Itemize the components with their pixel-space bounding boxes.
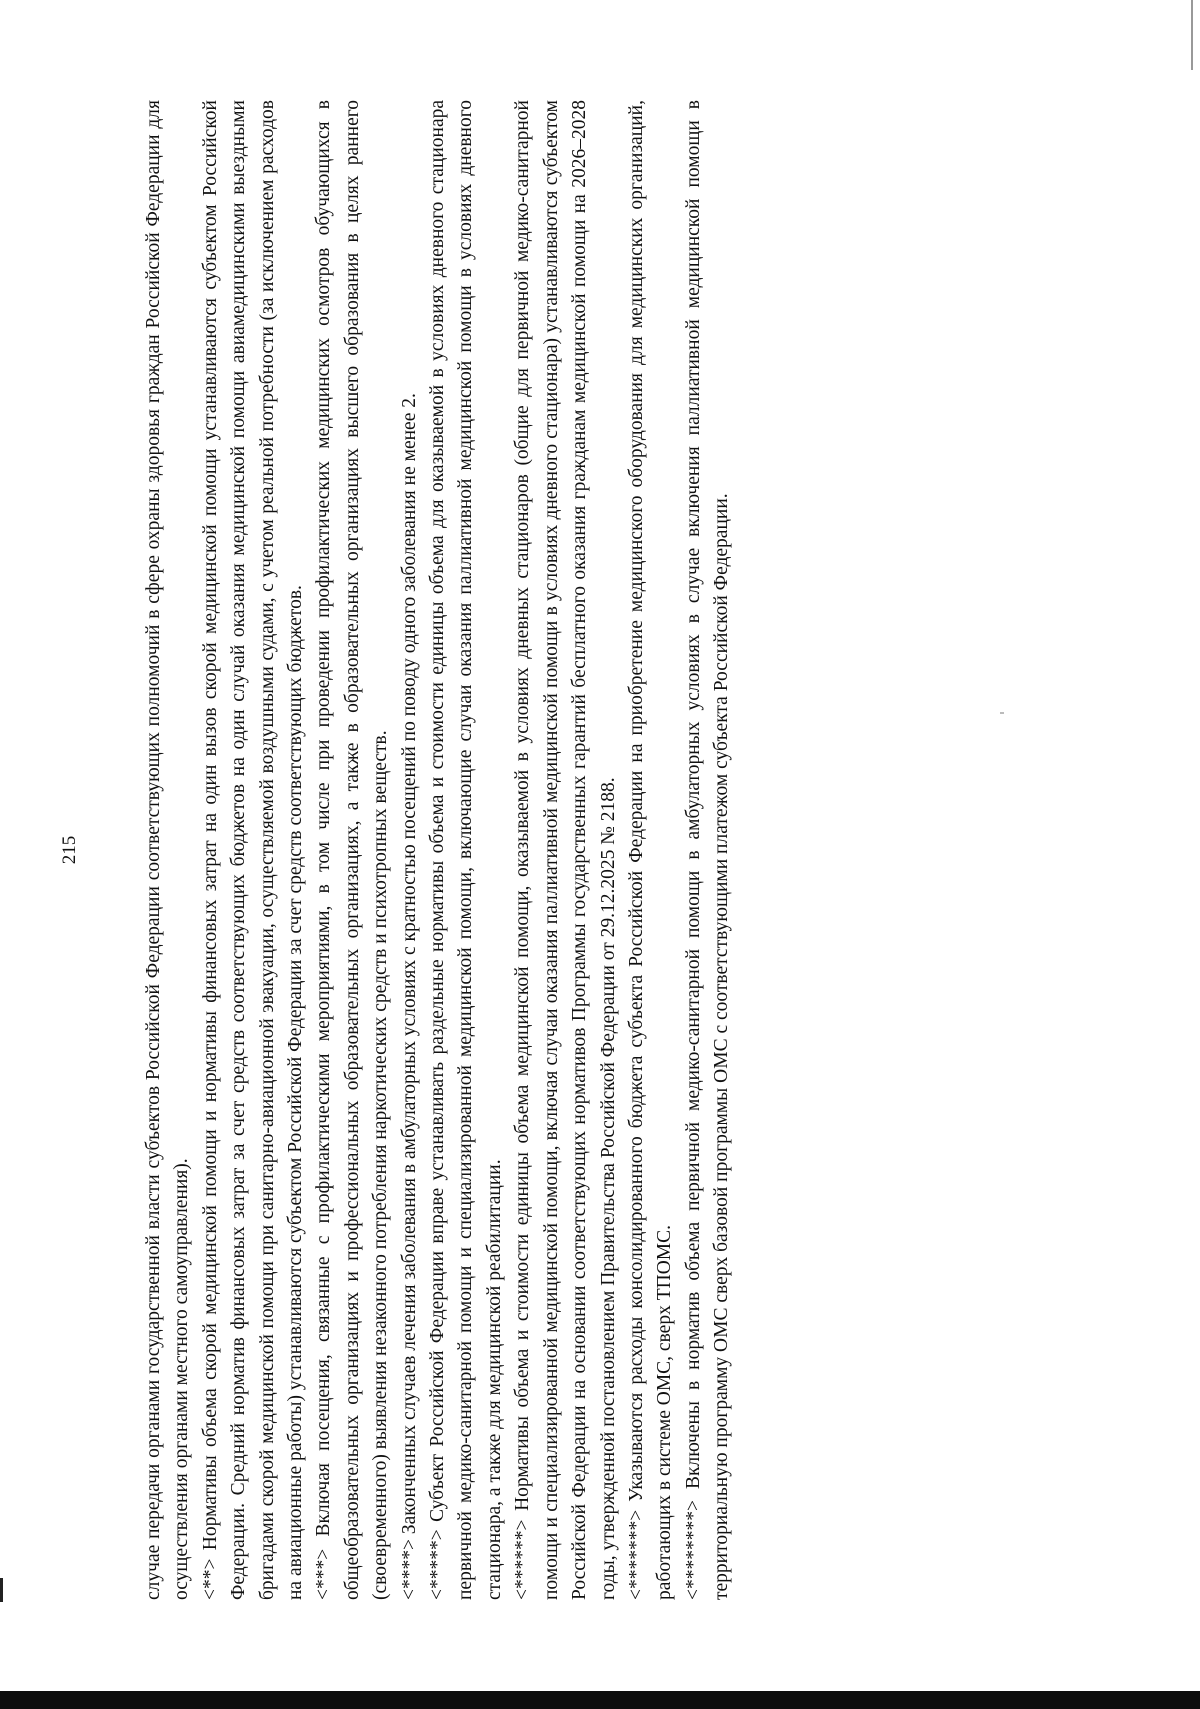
- footnote-text: Нормативы объема и стоимости единицы объема медицинской помощи, оказываемой в условиях дневных стационаров (общие для первичной медико-санитарной помощи и специализированной медицинской помощи, включая случаи оказания паллиативной медицинской помощи в условиях дневного стационара) устанавливаются субъектом Российской Федерации на основании соответствующих нормативов Программы государственных гарантий бесплатного оказания гражданам медицинской помощи на 2026–2028 годы, утвержденной постановлением Правительства Российской Федерации от 29.12.2025 № 2188.: [512, 100, 619, 1600]
- footnote-4: [396, 100, 424, 1600]
- footnotes-block: [140, 100, 737, 1600]
- footnote-text: Указываются расходы консолидированного бюджета субъекта Российской Федерации на приобретение медицинского оборудования для медицинских организаций, работающих в системе ОМС, сверх ТПОМС.: [625, 100, 676, 1600]
- footnote-text: Включая посещения, связанные с профилактическими мероприятиями, в том числе при проведении профилактических медицинских осмотров обучающихся в общеобразовательных организациях и профессиональных образовательных организациях, а также в образовательных организациях высшего образования в целях раннего (своевременного) выявления незаконного потребления наркотических средств и психотропных веществ.: [313, 100, 392, 1600]
- scan-edge-line: [1191, 0, 1193, 70]
- page-number: 215: [59, 835, 80, 865]
- scan-bottom-border: [0, 1691, 1200, 1709]
- footnote-marker: <****>: [398, 1539, 420, 1600]
- footnote-continuation: [140, 100, 197, 1600]
- footnote-marker: <*******>: [625, 1509, 647, 1600]
- scan-edge-mark: [0, 1578, 3, 1602]
- footnote-text: Нормативы объема скорой медицинской помощи и нормативы финансовых затрат на один вызов скорой медицинской помощи устанавливаются субъектом Российской Федерации. Средний норматив финансовых затрат за счет средств соответствующих бюджетов на один случай оказания медицинской помощи авиамедицинскими выездными бригадами скорой медицинской помощи при санитарно-авиационной эвакуации, осуществляемой воздушными судами, с учетом реальной потребности (за исключением расходов на авиационные работы) устанавливаются субъектом Российской Федерации за счет средств соответствующих бюджетов.: [199, 100, 307, 1600]
- footnote-8: [680, 100, 737, 1600]
- rotated-document-page: [50, 100, 1050, 1600]
- footnote-text: Законченных случаев лечения заболевания в амбулаторных условиях с кратностью посещений по поводу одного заболевания не менее 2.: [398, 393, 420, 1539]
- footnote-2: [197, 100, 311, 1600]
- footnote-text: случае передачи органами государственной власти субъектов Российской Федерации соответствующих полномочий в сфере охраны здоровья граждан Российской Федерации для осуществления органами местного самоуправления).: [143, 100, 193, 1600]
- footnote-marker: <********>: [682, 1500, 704, 1600]
- footnote-marker: <***>: [313, 1548, 335, 1600]
- footnote-marker: <**>: [199, 1558, 221, 1600]
- footnote-5: [424, 100, 509, 1600]
- footnote-7: [623, 100, 680, 1600]
- footnote-6: [509, 100, 623, 1600]
- footnote-text: Включены в норматив объема первичной медико-санитарной помощи в амбулаторных условиях в случае включения паллиативной медицинской помощи в территориальную программу ОМС сверх базовой программы ОМС с соответствующими платежом субъекта Российской Федерации.: [682, 100, 733, 1600]
- footnote-marker: <*****>: [427, 1529, 449, 1600]
- footnote-marker: <******>: [512, 1519, 534, 1600]
- footnote-3: [310, 100, 395, 1600]
- footnote-text: Субъект Российской Федерации вправе устанавливать раздельные нормативы объема и стоимости единицы объема для оказываемой в условиях дневного стационара первичной медико-санитарной помощи и специализированной медицинской помощи, включающие случаи оказания паллиативной медицинской помощи в условиях дневного стационара, а также для медицинской реабилитации.: [427, 100, 505, 1600]
